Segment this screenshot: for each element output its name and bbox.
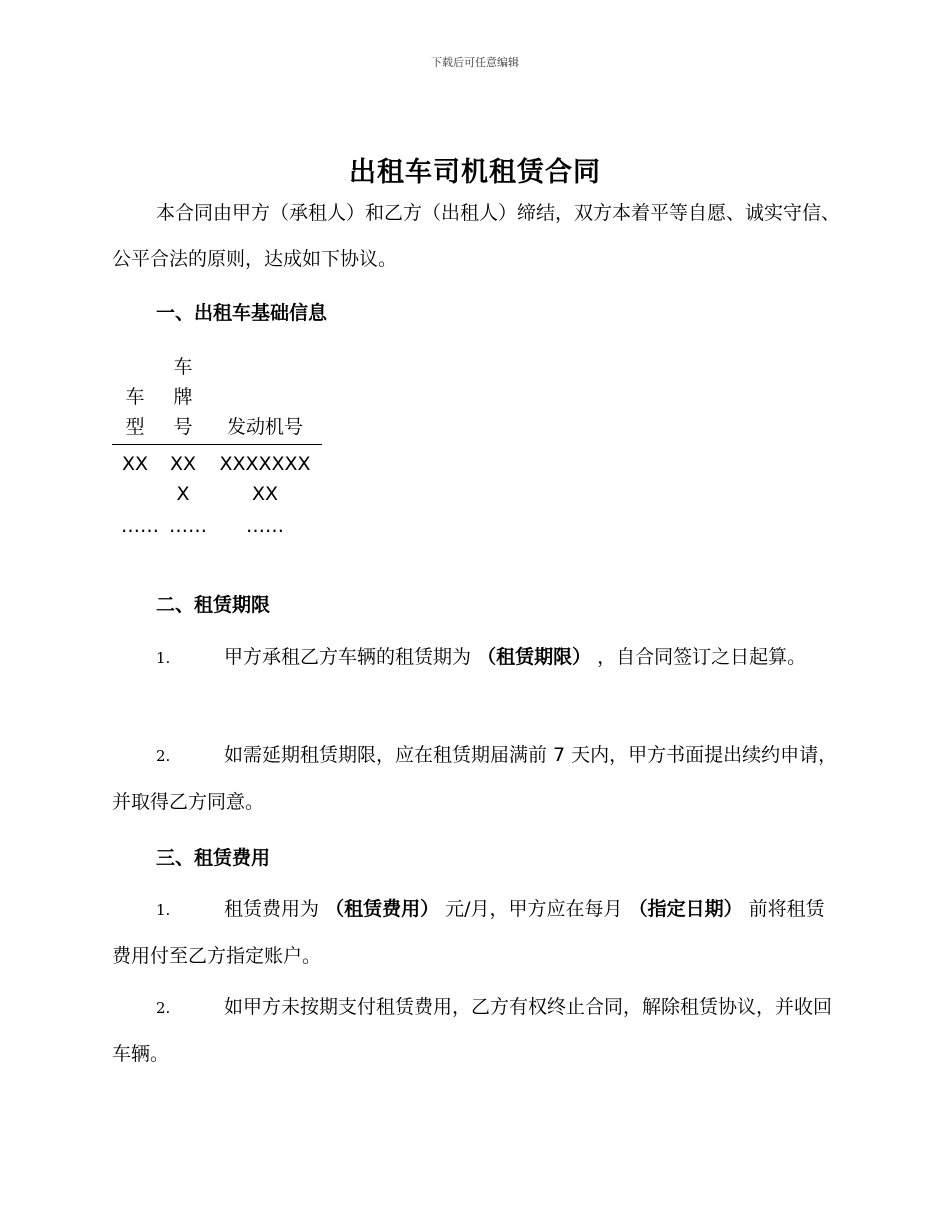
- lease-fee-item-2: 2. 如甲方未按期支付租赁费用，乙方有权终止合同，解除租赁协议，并收回车辆。: [112, 984, 842, 1077]
- header-note: 下载后可任意编辑: [431, 56, 519, 69]
- table-cell: ……: [169, 515, 207, 537]
- section-heading-lease-fee: 三、租赁费用: [156, 847, 271, 869]
- table-cell: ……: [246, 515, 284, 537]
- placeholder-lease-term: （租赁期限）: [477, 646, 592, 668]
- lease-term-item-1: 1. 甲方承租乙方车辆的租赁期为 （租赁期限） ，自合同签订之日起算。: [112, 634, 842, 681]
- section-heading-vehicle-info: 一、出租车基础信息: [156, 302, 328, 324]
- intro-paragraph: 本合同由甲方（承租人）和乙方（出租人）缔结，双方本着平等自愿、诚实守信、公平合法的原则，达成如下协议。: [112, 202, 841, 270]
- vehicle-info-table: [112, 352, 322, 541]
- table-cell: XXX: [169, 453, 197, 505]
- table-row: [112, 445, 322, 510]
- table-header-model: 车型: [112, 352, 158, 445]
- table-cell: ……: [121, 515, 159, 537]
- item-number: 1.: [156, 901, 171, 919]
- document-title: 出租车司机租赁合同: [349, 157, 601, 188]
- placeholder-lease-fee: （租赁费用）: [325, 898, 440, 920]
- table-cell: XXXXXXXXX: [219, 453, 311, 505]
- table-header-plate: 车牌号: [158, 352, 208, 445]
- item-number: 2.: [156, 747, 171, 765]
- lease-term-item-2: 2. 如需延期租赁期限，应在租赁期届满前 7 天内，甲方书面提出续约申请，并取得乙方同意。: [112, 732, 842, 825]
- placeholder-payment-date: （指定日期）: [628, 898, 743, 920]
- table-header-engine: 发动机号: [208, 352, 322, 445]
- item-number: 1.: [156, 649, 171, 667]
- item-number: 2.: [156, 999, 171, 1017]
- table-cell: XX: [121, 453, 149, 475]
- section-heading-lease-term: 二、租赁期限: [156, 594, 271, 616]
- table-row: [112, 509, 322, 541]
- lease-fee-item-1: 1. 租赁费用为 （租赁费用） 元/月，甲方应在每月 （指定日期） 前将租赁费用付至乙方指定账户。: [112, 886, 842, 979]
